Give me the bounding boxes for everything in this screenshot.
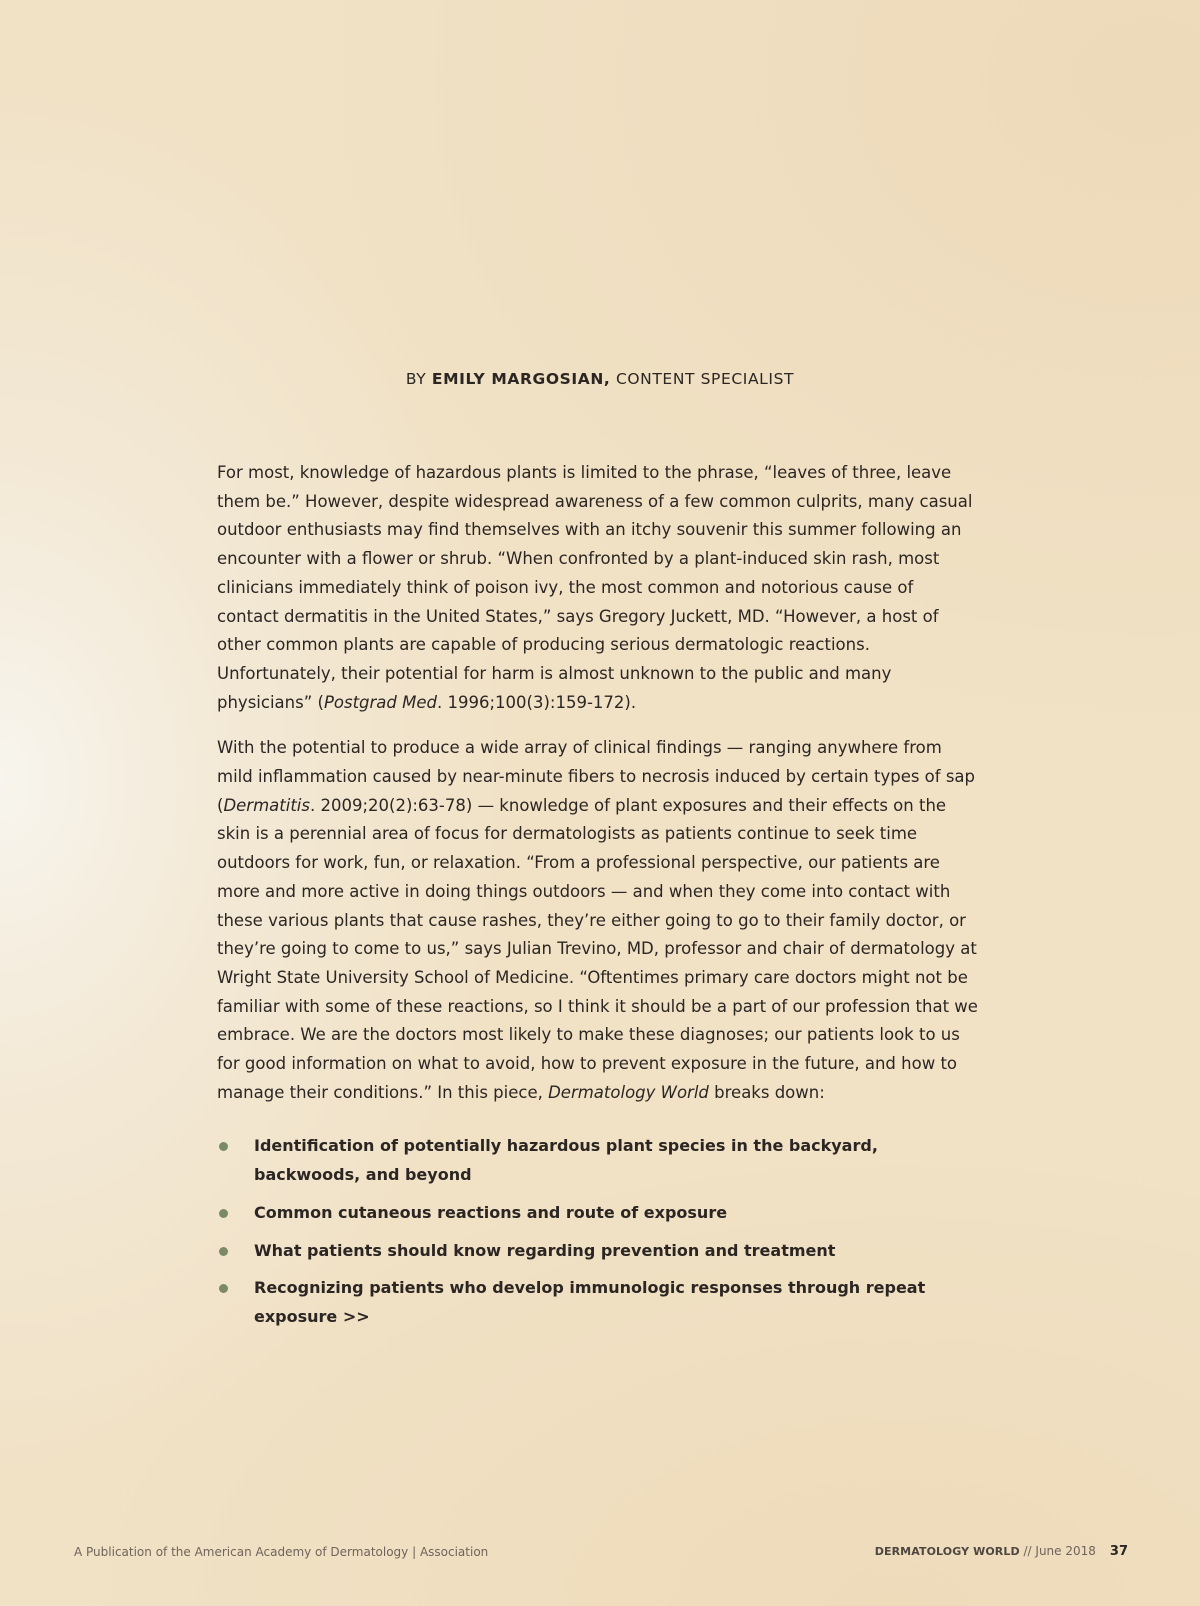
byline-author: EMILY MARGOSIAN, xyxy=(431,370,611,388)
byline xyxy=(0,370,1200,388)
list-item-text: Common cutaneous reactions and route of exposure xyxy=(254,1202,728,1222)
paragraph-2-text-b: . 2009;20(2):63-78) — knowledge of plant exposures and their effects on the skin is a perennial area of focus for dermatologists as patients continue to seek time outdoors for work, fun, or relaxation. “From a professional perspective, our patients are more and more active in doing things outdoors — and when they come into contact with these various plants that cause rashes, they’re either going to go to their family doctor, or they’re going to come to us,” says Julian Trevino, MD, professor and chair of dermatology at Wright State University School of Medicine. “Oftentimes primary care doctors might not be familiar with some of these reactions, so I think it should be a part of our profession that we embrace. We are the doctors most likely to make these diagnoses; our patients look to us for good information on what to avoid, how to prevent exposure in the future, and how to manage their conditions.” In this piece, xyxy=(217,795,978,1102)
footer-issue-info xyxy=(875,1544,1128,1559)
page-number: 37 xyxy=(1109,1544,1128,1559)
paragraph-1-text-a: For most, knowledge of hazardous plants is limited to the phrase, “leaves of three, leave them be.” However, despite widespread awareness of a few common culprits, many casual outdoor enthusiasts may find themselves with an itchy souvenir this summer following an encounter with a flower or shrub. “When confronted by a plant-induced skin rash, most clinicians immediately think of poison ivy, the most common and notorious cause of contact dermatitis in the United States,” says Gregory Juckett, MD. “However, a host of other common plants are capable of producing serious dermatologic reactions. Unfortunately, their potential for harm is almost unknown to the public and many physicians” ( xyxy=(217,463,973,712)
bullet-dot-icon xyxy=(219,1247,228,1256)
citation-postgrad-med: Postgrad Med xyxy=(323,692,437,712)
bullet-dot-icon xyxy=(219,1284,228,1293)
list-item xyxy=(217,1199,979,1228)
paragraph-2-text-a: With the potential to produce a wide array of clinical findings — ranging anywhere from mild inflammation caused by near-minute fibers to necrosis induced by certain types of sap ( xyxy=(217,738,976,815)
topics-list xyxy=(217,1132,979,1331)
footer-date: June 2018 xyxy=(1035,1544,1096,1558)
article-paragraph-2 xyxy=(217,734,979,1107)
list-item xyxy=(217,1237,979,1266)
list-item xyxy=(217,1274,979,1331)
bullet-dot-icon xyxy=(219,1209,228,1218)
list-item xyxy=(217,1132,979,1189)
byline-role: CONTENT SPECIALIST xyxy=(615,370,795,388)
paragraph-2-text-c: breaks down: xyxy=(708,1082,825,1102)
list-item-text: Recognizing patients who develop immunologic responses through repeat exposure >> xyxy=(254,1278,926,1326)
footer-separator: // xyxy=(1019,1544,1036,1558)
article-paragraph-1 xyxy=(217,459,979,717)
byline-prefix: BY xyxy=(405,370,427,388)
list-item-text: What patients should know regarding prevention and treatment xyxy=(254,1240,836,1260)
footer-publication-name: DERMATOLOGY WORLD xyxy=(874,1545,1020,1558)
article-body xyxy=(217,459,979,1341)
list-item-text: Identification of potentially hazardous plant species in the backyard, backwoods, and beyond xyxy=(254,1136,878,1185)
publication-name: Dermatology World xyxy=(548,1082,709,1102)
bullet-dot-icon xyxy=(219,1142,228,1151)
citation-dermatitis: Dermatitis xyxy=(223,795,310,815)
paragraph-1-text-b: . 1996;100(3):159-172). xyxy=(437,692,637,712)
footer-publisher: A Publication of the American Academy of Dermatology | Association xyxy=(74,1545,489,1559)
